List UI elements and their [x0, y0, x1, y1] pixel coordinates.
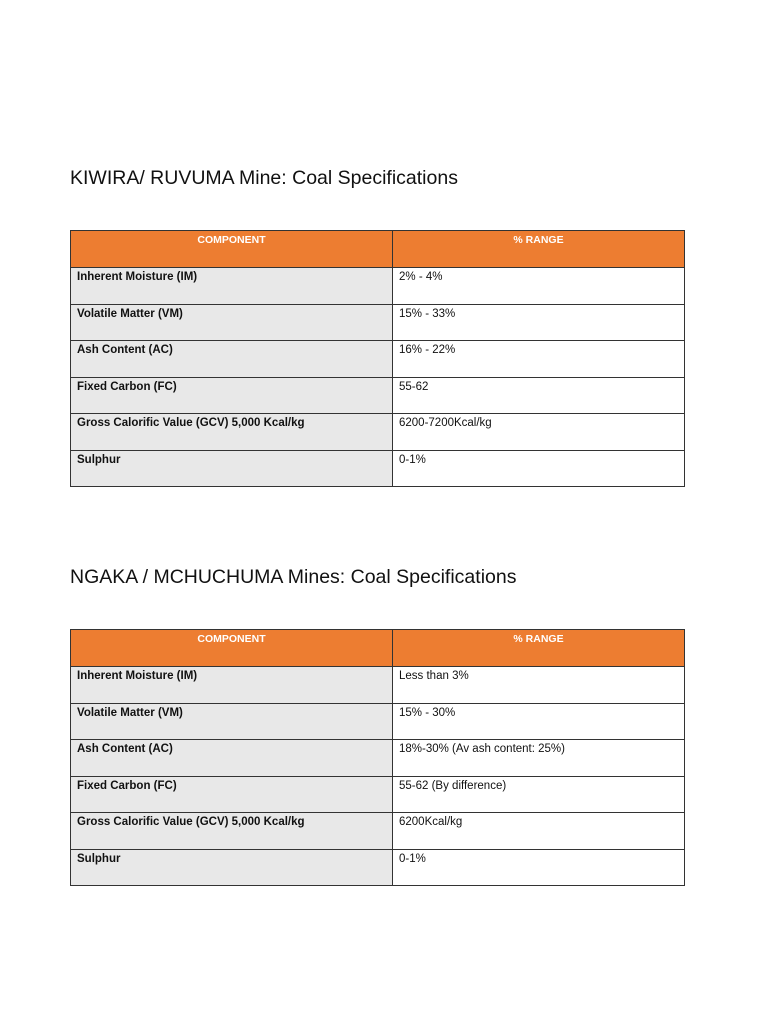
range-cell: 6200Kcal/kg — [393, 813, 685, 850]
table-row — [71, 450, 685, 487]
range-cell: Less than 3% — [393, 667, 685, 704]
table-row — [71, 304, 685, 341]
range-cell: 16% - 22% — [393, 341, 685, 378]
range-cell: 15% - 33% — [393, 304, 685, 341]
column-header-range: % RANGE — [393, 231, 685, 268]
table-row — [71, 377, 685, 414]
component-cell: Ash Content (AC) — [71, 740, 393, 777]
coal-spec-table-kiwira-ruvuma — [70, 230, 685, 487]
table-row — [71, 268, 685, 305]
component-cell: Inherent Moisture (IM) — [71, 667, 393, 704]
table-header-row — [71, 630, 685, 667]
component-cell: Volatile Matter (VM) — [71, 703, 393, 740]
table-row — [71, 341, 685, 378]
table-row — [71, 414, 685, 451]
range-cell: 0-1% — [393, 849, 685, 886]
coal-spec-table-ngaka-mchuchuma — [70, 629, 685, 886]
component-cell: Gross Calorific Value (GCV) 5,000 Kcal/kg — [71, 414, 393, 451]
column-header-range: % RANGE — [393, 630, 685, 667]
table-row — [71, 813, 685, 850]
column-header-component: COMPONENT — [71, 630, 393, 667]
table-row — [71, 776, 685, 813]
component-cell: Inherent Moisture (IM) — [71, 268, 393, 305]
range-cell: 6200-7200Kcal/kg — [393, 414, 685, 451]
table-row — [71, 849, 685, 886]
component-cell: Fixed Carbon (FC) — [71, 377, 393, 414]
range-cell: 0-1% — [393, 450, 685, 487]
range-cell: 15% - 30% — [393, 703, 685, 740]
section-title-kiwira-ruvuma: KIWIRA/ RUVUMA Mine: Coal Specifications — [70, 167, 458, 189]
range-cell: 2% - 4% — [393, 268, 685, 305]
component-cell: Sulphur — [71, 849, 393, 886]
table-row — [71, 740, 685, 777]
range-cell: 55-62 (By difference) — [393, 776, 685, 813]
table-row — [71, 667, 685, 704]
component-cell: Gross Calorific Value (GCV) 5,000 Kcal/kg — [71, 813, 393, 850]
section-title-ngaka-mchuchuma: NGAKA / MCHUCHUMA Mines: Coal Specifications — [70, 566, 517, 588]
component-cell: Sulphur — [71, 450, 393, 487]
table-header-row — [71, 231, 685, 268]
component-cell: Volatile Matter (VM) — [71, 304, 393, 341]
range-cell: 55-62 — [393, 377, 685, 414]
range-cell: 18%-30% (Av ash content: 25%) — [393, 740, 685, 777]
table-row — [71, 703, 685, 740]
column-header-component: COMPONENT — [71, 231, 393, 268]
component-cell: Fixed Carbon (FC) — [71, 776, 393, 813]
component-cell: Ash Content (AC) — [71, 341, 393, 378]
